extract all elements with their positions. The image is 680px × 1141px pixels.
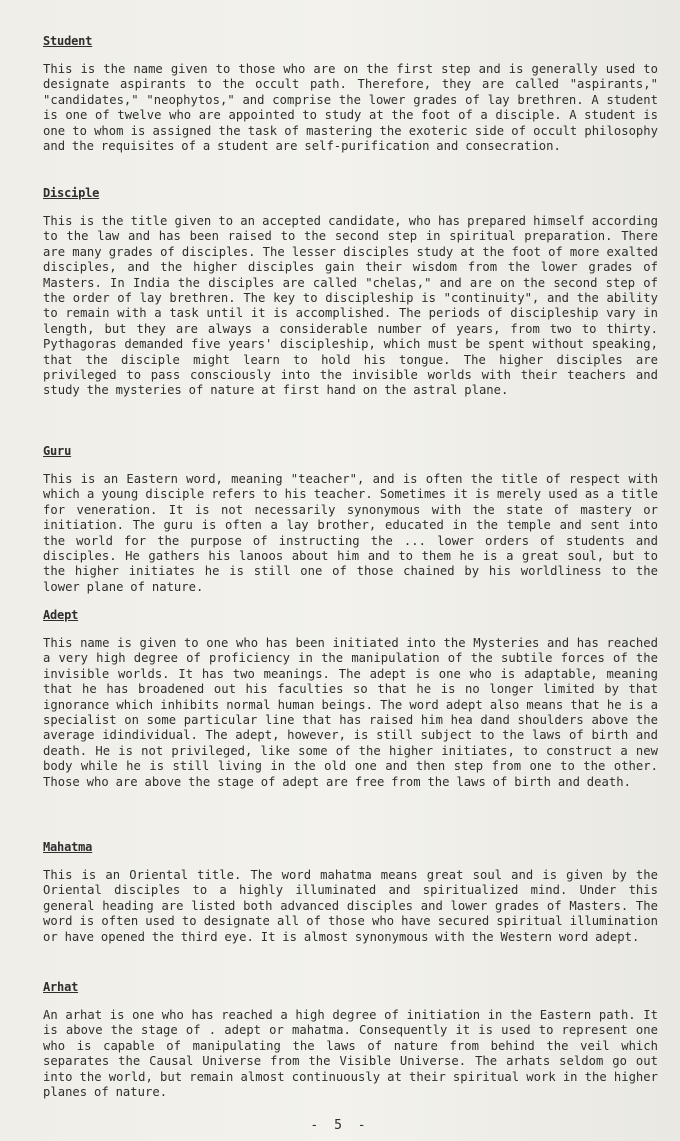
- section-paragraph: This is the title given to an accepted candidate, who has prepared himself according to the law and has been raised to the second step in spiritual preparation. There are many grades of disciples. The lesser disciples study at the foot of more exalted disciples, and the higher disciples gain their wisdom from the lower grades of Masters. In India the disciples are called "chelas," and are on the second step of the order of lay brethren. The key to discipleship is "continuity", and the ability to remain with a task until it is accomplished. The periods of discipleship vary in length, but they are always a considerable number of years, from two to thirty. Pythagoras demanded five years' discipleship, which must be spent without speaking, that the disciple might learn to hold his tongue. The higher disciples are privileged to pass consciously into the invisible worlds with their teachers and study the mysteries of nature at first hand on the astral plane.: [43, 214, 658, 398]
- section-student: [43, 34, 658, 154]
- section-heading: Mahatma: [43, 840, 93, 854]
- section-arhat: [43, 980, 658, 1100]
- section-heading: Adept: [43, 608, 79, 622]
- section-heading: Student: [43, 34, 93, 48]
- section-heading: Disciple: [43, 186, 100, 200]
- section-paragraph: This is the name given to those who are on the first step and is generally used to designate aspirants to the occult path. Therefore, they are called "aspirants," "candidates," "neophytos," and comprise the lower grades of lay brethren. A student is one of twelve who are appointed to study at the foot of a disciple. A student is one to whom is assigned the task of mastering the exoteric side of occult philosophy and the requisites of a student are self-purification and consecration.: [43, 62, 658, 154]
- section-paragraph: This is an Oriental title. The word mahatma means great soul and is given by the Oriental disciples to a highly illuminated and spiritualized mind. Under this general heading are listed both advanced disciples and lower grades of Masters. The word is often used to designate all of those who have secured spiritual illumination or have opened the third eye. It is almost synonymous with the Western word adept.: [43, 868, 658, 944]
- section-disciple: [43, 186, 658, 399]
- section-guru: [43, 444, 658, 595]
- section-paragraph: An arhat is one who has reached a high degree of initiation in the Eastern path. It is above the stage of . adept or mahatma. Consequently it is used to represent one who is capable of manipulating the laws of nature from behind the veil which separates the Causal Universe from the Visible Universe. The arhats seldom go out into the world, but remain almost continuously at their spiritual work in the higher planes of nature.: [43, 1008, 658, 1100]
- section-heading: Arhat: [43, 980, 79, 994]
- section-heading: Guru: [43, 444, 72, 458]
- page-number: - 5 -: [310, 1118, 370, 1133]
- section-mahatma: [43, 840, 658, 945]
- section-adept: [43, 608, 658, 790]
- section-paragraph: This name is given to one who has been initiated into the Mysteries and has reached a very high degree of proficiency in the manipulation of the subtile forces of the invisible worlds. It has two meanings. The adept is one who is adaptable, meaning that he has broadened out his faculties so that he is no longer limited by that ignorance which inhibits normal human beings. The word adept also means that he is a specialist on some particular line that has raised him hea dand shoulders above the average idindividual. The adept, however, is still subject to the laws of birth and death. He is not privileged, like some of the higher initiates, to construct a new body while he is still living in the old one and then step from one to the other. Those who are above the stage of adept are free from the laws of birth and death.: [43, 636, 658, 789]
- section-paragraph: This is an Eastern word, meaning "teacher", and is often the title of respect with which a young disciple refers to his teacher. Sometimes it is merely used as a title for veneration. It is not necessarily synonymous with the state of mastery or initiation. The guru is often a lay brother, educated in the temple and sent into the world for the purpose of instructing the ... lower orders of students and disciples. He gathers his lanoos about him and to them he is a great soul, but to the higher initiates he is still one of those chained by his worldliness to the lower plane of nature.: [43, 472, 658, 594]
